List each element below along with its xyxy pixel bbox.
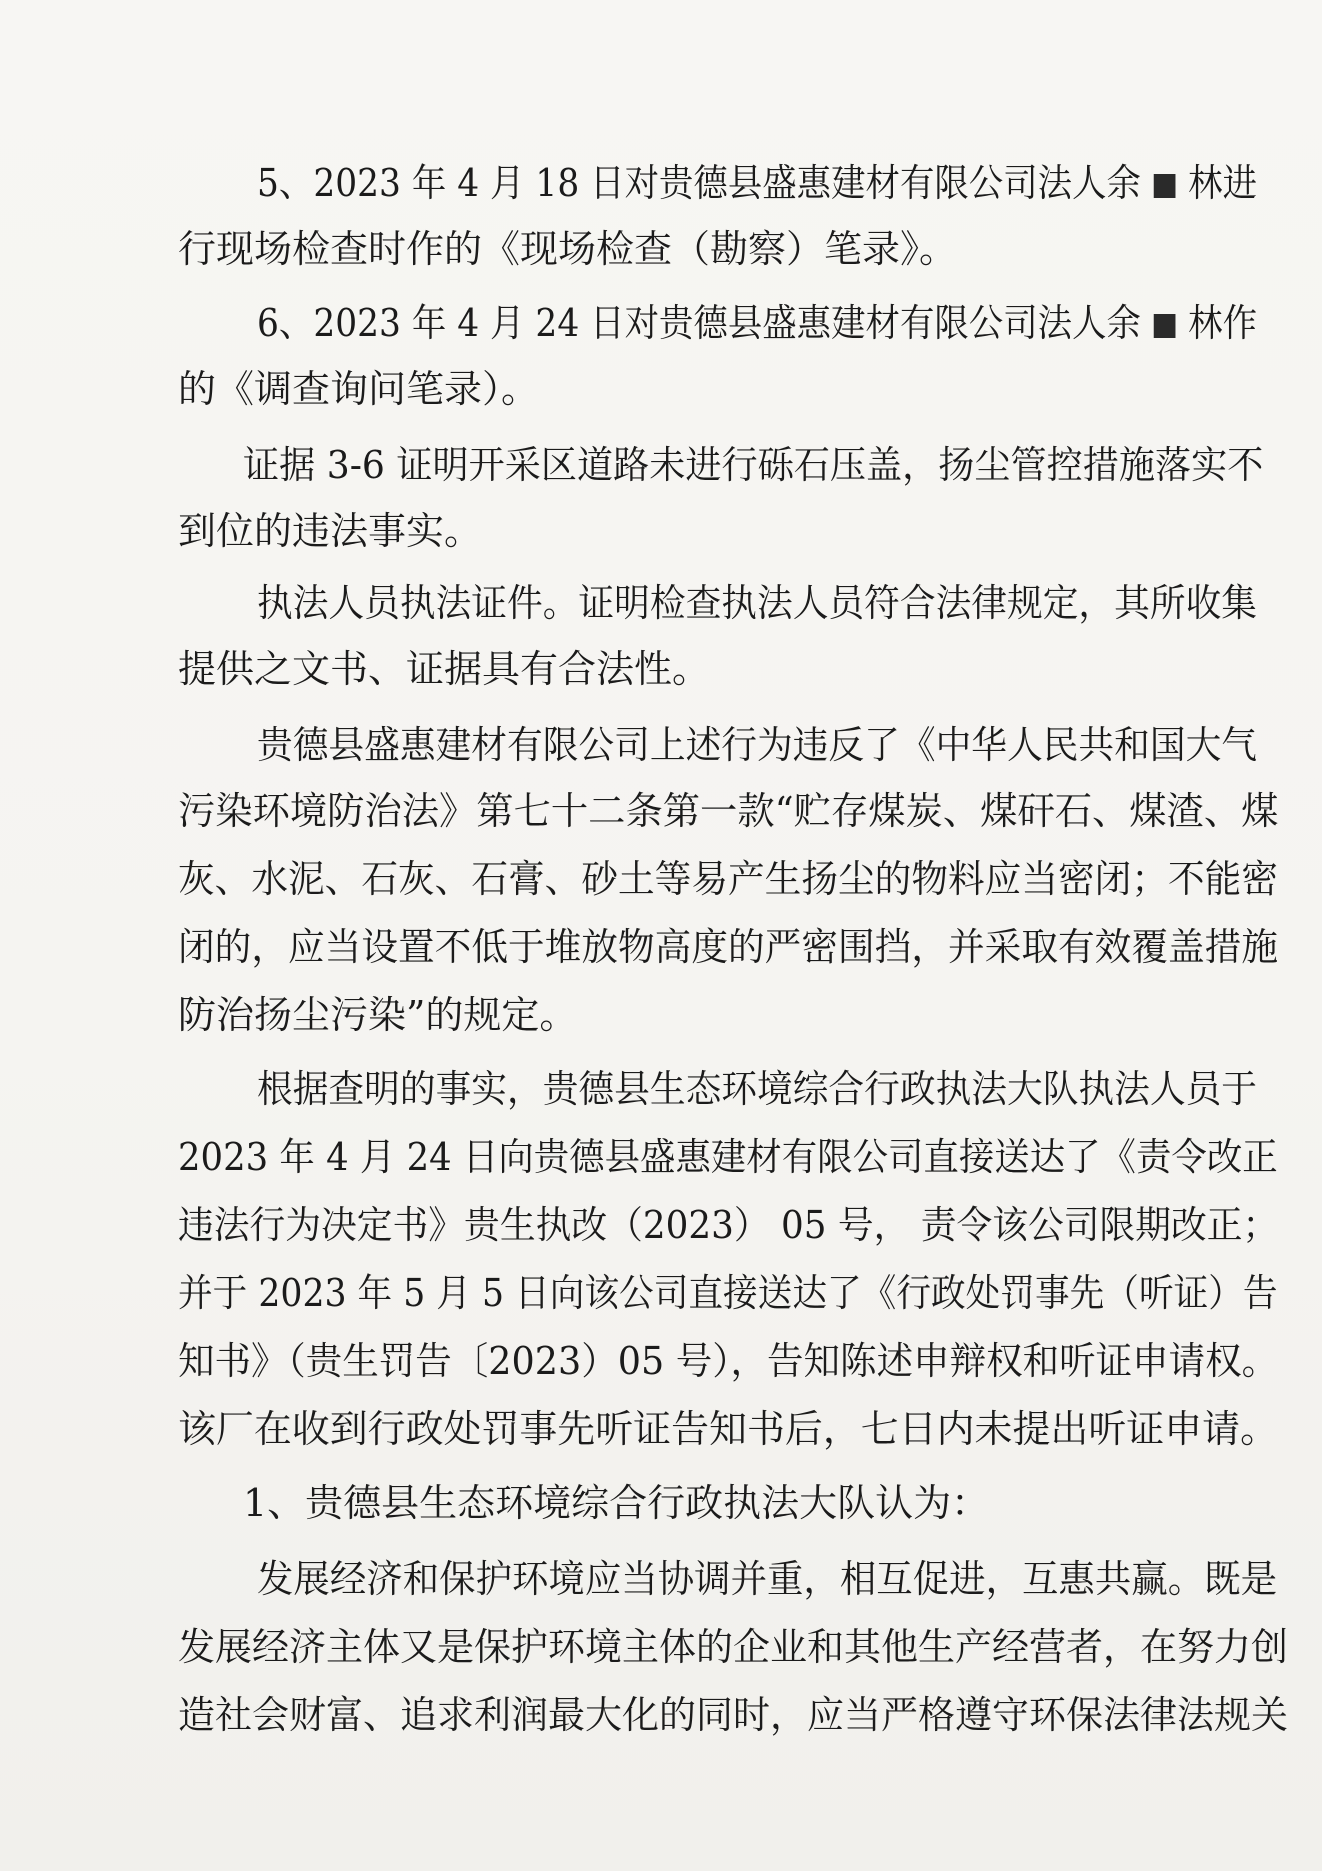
line-opinion-c: 造社会财富、追求利润最大化的同时，应当严格遵守环保法律法规关 (178, 1693, 1289, 1737)
line-evidence-5b: 行现场检查时作的《现场检查（勘察）笔录》。 (178, 227, 958, 271)
line-facts-c: 违法行为决定书》贵生执改（2023） 05 号， 责令该公司限期改正； (178, 1203, 1279, 1247)
line-violation-a: 贵德县盛惠建材有限公司上述行为违反了《中华人民共和国大气 (257, 723, 1258, 767)
redaction-block (1154, 174, 1176, 198)
line-credentials-b: 提供之文书、证据具有合法性。 (178, 647, 711, 691)
line-violation-b: 污染环境防治法》第七十二条第一款“贮存煤炭、煤矸石、煤渣、煤 (178, 789, 1279, 833)
line-facts-a: 根据查明的事实，贵德县生态环境综合行政执法大队执法人员于 (257, 1067, 1258, 1111)
line-violation-e: 防治扬尘污染”的规定。 (178, 993, 578, 1037)
line-violation-d: 闭的，应当设置不低于堆放物高度的严密围挡，并采取有效覆盖措施 (178, 925, 1279, 969)
line-violation-c: 灰、水泥、石灰、石膏、砂土等易产生扬尘的物料应当密闭；不能密 (178, 857, 1279, 901)
line-opinion-heading: 1、贵德县生态环境综合行政执法大队认为： (243, 1481, 990, 1525)
line-facts-b: 2023 年 4 月 24 日向贵德县盛惠建材有限公司直接送达了《责令改正 (178, 1135, 1278, 1179)
line-evidence-summary-a: 证据 3-6 证明开采区道路未进行砾石压盖，扬尘管控措施落实不 (243, 443, 1264, 487)
line-evidence-6b: 的《调查询问笔录）。 (178, 367, 540, 411)
line-evidence-6a: 6、2023 年 4 月 24 日对贵德县盛惠建材有限公司法人余 林作 (257, 301, 1257, 345)
line-evidence-5a: 5、2023 年 4 月 18 日对贵德县盛惠建材有限公司法人余 林进 (257, 161, 1257, 205)
redaction-block (1154, 314, 1176, 338)
line-opinion-a: 发展经济和保护环境应当协调并重，相互促进，互惠共赢。既是 (257, 1557, 1278, 1601)
line-opinion-b: 发展经济主体又是保护环境主体的企业和其他生产经营者，在努力创 (178, 1625, 1289, 1669)
line-evidence-summary-b: 到位的违法事实。 (178, 509, 483, 553)
line-facts-e: 知书》（贵生罚告〔2023）05 号），告知陈述申辩权和听证申请权。 (178, 1339, 1279, 1383)
line-facts-d: 并于 2023 年 5 月 5 日向该公司直接送达了《行政处罚事先（听证）告 (178, 1271, 1278, 1315)
line-facts-f: 该厂在收到行政处罚事先听证告知书后，七日内未提出听证申请。 (178, 1407, 1279, 1451)
line-credentials-a: 执法人员执法证件。证明检查执法人员符合法律规定，其所收集 (257, 581, 1258, 625)
